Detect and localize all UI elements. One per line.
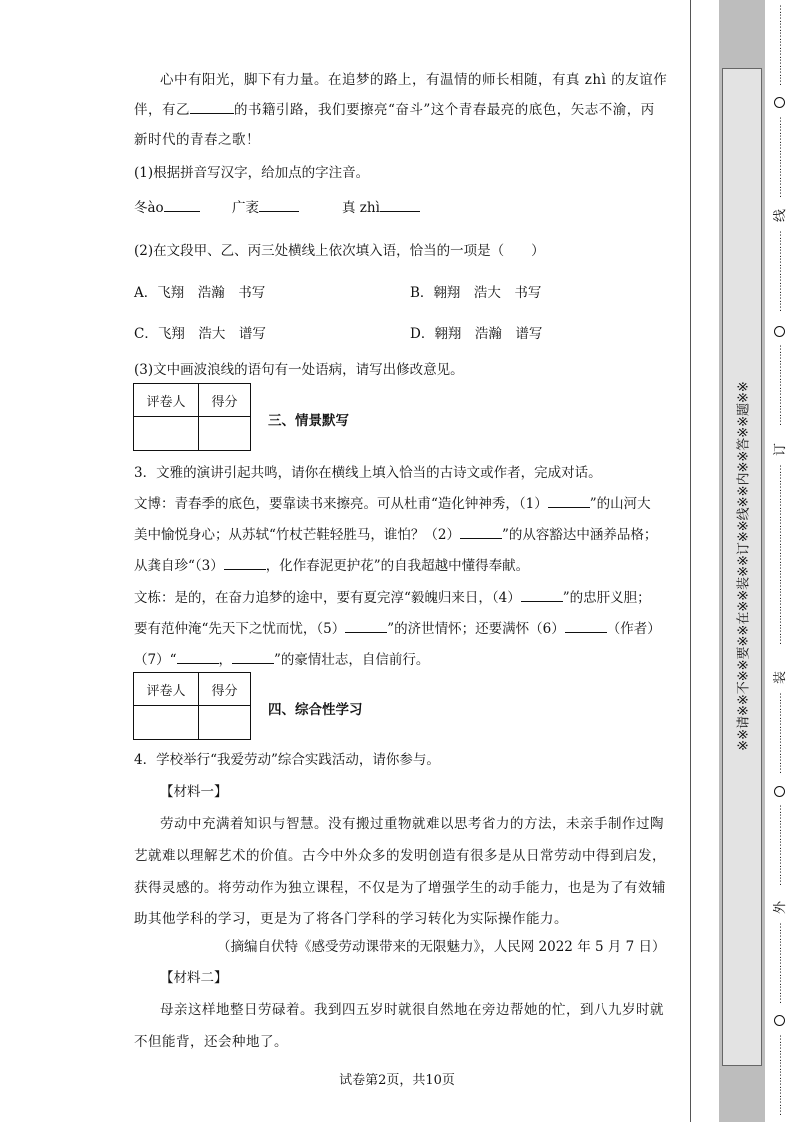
fill-blank-1[interactable] <box>548 495 590 508</box>
score-table-score-header: 得分 <box>199 673 251 706</box>
q1-blank-1[interactable] <box>164 199 200 212</box>
score-table-score-header: 得分 <box>199 384 251 417</box>
binding-hole-icon <box>774 326 785 337</box>
q2-option-d[interactable]: D．翱翔 浩瀚 谱写 <box>410 326 543 342</box>
dash-segment: ⋮ ⋮ ⋮ ⋮ ⋮ ⋮ ⋮ ⋮ ⋮ <box>776 693 785 775</box>
score-table <box>133 672 251 740</box>
material-1-line-2: 艺就难以理解艺术的价值。古今中外众多的发明创造有很多是从日常劳动中得到启发， <box>134 848 666 864</box>
q4-intro: 4．学校举行“我爱劳动”综合实践活动，请你参与。 <box>134 752 440 768</box>
q1-item-3: 真 zhì <box>342 196 420 216</box>
sec3-line-6: （7）“ ， ”的豪情壮志，自信前行。 <box>134 652 430 668</box>
score-table-score-cell[interactable] <box>199 417 251 451</box>
q1-item-1: 冬ào <box>134 196 200 216</box>
dash-segment: ⋮ ⋮ ⋮ ⋮ ⋮ ⋮ ⋮ ⋮ ⋮ <box>776 923 785 1005</box>
binding-hole-icon <box>774 1015 785 1026</box>
material-2-line-1: 母亲这样地整日劳碌着。我到四五岁时就很自然地在旁边帮她的忙，到八九岁时就 <box>160 1002 664 1018</box>
sec3-line-2: 美中愉悦身心；从苏轼“竹杖芒鞋轻胜马，谁怕？（2） ”的从容豁达中涵养品格； <box>134 527 658 543</box>
page-footer: 试卷第2页，共10页 <box>339 1073 455 1088</box>
passage-line-2: 伴，有乙 的书籍引路，我们要擦亮“奋斗”这个青春最亮的底色，矢志不渝，丙 <box>134 102 655 118</box>
binding-char-ding: 订 <box>773 442 789 457</box>
material-1-source: （摘编自伏特《感受劳动课带来的无限魅力》，人民网 2022 年 5 月 7 日） <box>217 939 666 955</box>
sec3-line-3: 从龚自珍“（3） ，化作春泥更护花”的自我超越中懂得奉献。 <box>134 558 530 574</box>
score-table <box>133 383 251 451</box>
sec3-line-5: 要有范仲淹“先天下之忧而忧，（5） ”的济世情怀；还要满怀（6） （作者） <box>134 621 661 637</box>
material-1-line-3: 获得灵感的。将劳动作为独立课程，不仅是为了增强学生的动手能力，也是为了有效辅 <box>134 880 666 896</box>
score-table-score-cell[interactable] <box>199 706 251 740</box>
section-3-title: 三、情景默写 <box>268 413 349 429</box>
binding-border <box>690 0 691 1122</box>
q2-option-b[interactable]: B．翱翔 浩大 书写 <box>410 285 542 301</box>
fill-blank-2[interactable] <box>460 526 502 539</box>
passage-line-3: 新时代的青春之歌！ <box>134 132 260 148</box>
q1-blank-3[interactable] <box>380 199 420 212</box>
q2-option-c[interactable]: C．飞翔 浩大 谱写 <box>134 326 266 342</box>
fill-blank-3[interactable] <box>224 557 266 570</box>
dash-segment: ⋮ ⋮ ⋮ ⋮ ⋮ ⋮ ⋮ ⋮ ⋮ <box>776 805 785 887</box>
dash-segment: ⋮ ⋮ ⋮ ⋮ ⋮ ⋮ ⋮ ⋮ ⋮ <box>776 5 785 87</box>
sec3-line-4: 文栋：是的，在奋力追梦的途中，要有夏完淳“毅魄归来日，（4） ”的忠肝义胆； <box>134 590 651 606</box>
material-2-title: 【材料二】 <box>160 970 228 986</box>
q1-prompt: (1)根据拼音写汉字，给加点的字注音。 <box>134 165 370 181</box>
material-1-line-1: 劳动中充满着知识与智慧。没有搬过重物就难以思考省力的方法，未亲手制作过陶 <box>160 816 664 832</box>
score-table-grader-header: 评卷人 <box>134 384 199 417</box>
q2-option-a[interactable]: A．飞翔 浩瀚 书写 <box>134 285 266 301</box>
dash-segment: ⋮ ⋮ ⋮ ⋮ ⋮ ⋮ ⋮ ⋮ ⋮ <box>776 345 785 427</box>
fill-blank-6[interactable] <box>565 620 607 633</box>
passage-line-1: 心中有阳光，脚下有力量。在追梦的路上，有温情的师长相随，有真 zhì 的友谊作 <box>160 72 668 88</box>
q3-intro: 3．文雅的演讲引起共鸣，请你在横线上填入恰当的古诗文或作者，完成对话。 <box>134 465 602 481</box>
material-1-line-4: 助其他学科的学习，更是为了将各门学科的学习转化为实际操作能力。 <box>134 911 568 927</box>
score-table-grader-cell[interactable] <box>134 417 199 451</box>
blank-yi[interactable] <box>190 101 234 114</box>
dash-segment: ⋮ ⋮ ⋮ ⋮ ⋮ ⋮ ⋮ ⋮ ⋮ <box>776 117 785 199</box>
binding-char-wai: 外 <box>773 900 789 915</box>
binding-char-xian: 线 <box>773 208 789 223</box>
dash-segment: ⋮ ⋮ ⋮ ⋮ ⋮ ⋮ ⋮ ⋮ ⋮ ⋮ ⋮ ⋮ ⋮ ⋮ ⋮ ⋮ ⋮ ⋮ ⋮ ⋮ <box>776 465 785 646</box>
score-table-grader-header: 评卷人 <box>134 673 199 706</box>
score-table-grader-cell[interactable] <box>134 706 199 740</box>
fill-blank-7b[interactable] <box>232 651 274 664</box>
fill-blank-7a[interactable] <box>177 651 219 664</box>
binding-hole-icon <box>774 786 785 797</box>
material-1-title: 【材料一】 <box>160 784 228 800</box>
section-4-title: 四、综合性学习 <box>268 702 363 718</box>
sec3-line-1: 文博：青春季的底色，要靠读书来擦亮。可从杜甫“造化钟神秀，（1） ”的山河大 <box>134 496 651 512</box>
material-2-line-2: 不但能背，还会种地了。 <box>134 1034 288 1050</box>
fill-blank-4[interactable] <box>521 589 563 602</box>
dash-segment: ⋮ ⋮ ⋮ ⋮ ⋮ ⋮ ⋮ ⋮ ⋮ <box>776 231 785 313</box>
q1-item-2: 广袤 <box>232 196 299 216</box>
q1-blank-2[interactable] <box>259 199 299 212</box>
q3-prompt: (3)文中画波浪线的语句有一处语病，请写出修改意见。 <box>134 362 464 378</box>
binding-hole-icon <box>774 97 785 108</box>
fill-blank-5[interactable] <box>345 620 387 633</box>
binding-warning-text: ※※请※※不※※要※※在※※装※※订※※线※※内※※答※※题※※ <box>736 381 752 751</box>
binding-char-zhuang: 装 <box>773 670 789 685</box>
dash-segment: ⋮ ⋮ ⋮ ⋮ ⋮ ⋮ ⋮ ⋮ ⋮ <box>776 1035 785 1117</box>
q2-prompt: (2)在文段甲、乙、丙三处横线上依次填入语，恰当的一项是（ ） <box>134 243 545 259</box>
